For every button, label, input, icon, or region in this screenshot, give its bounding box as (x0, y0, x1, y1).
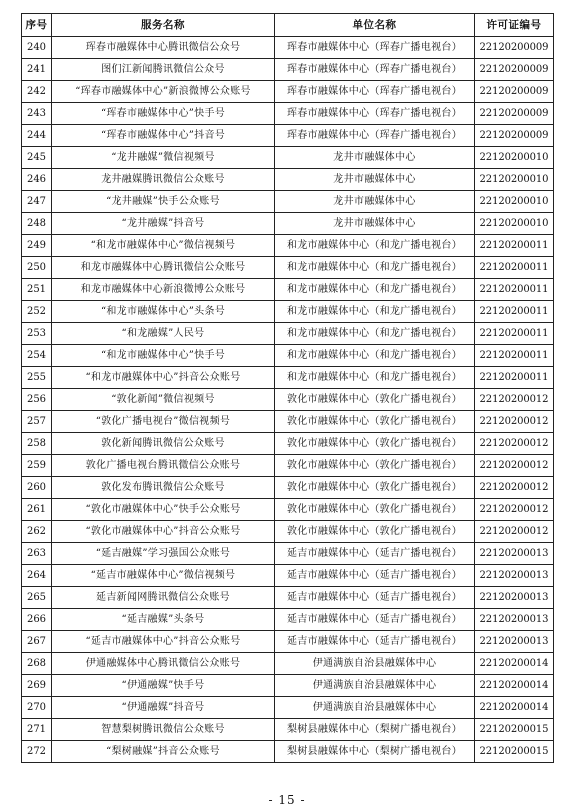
cell-serial-number: 240 (22, 37, 52, 59)
table-row (22, 257, 554, 279)
cell-serial-number: 263 (22, 543, 52, 565)
cell-license-number: 22120200012 (475, 389, 554, 411)
cell-license-number: 22120200014 (475, 697, 554, 719)
cell-serial-number: 246 (22, 169, 52, 191)
cell-serial-number: 254 (22, 345, 52, 367)
cell-organization-name: 和龙市融媒体中心（和龙广播电视台） (275, 235, 475, 257)
cell-organization-name: 和龙市融媒体中心（和龙广播电视台） (275, 279, 475, 301)
table-row (22, 521, 554, 543)
cell-license-number: 22120200009 (475, 103, 554, 125)
cell-service-name: “珲春市融媒体中心”新浪微博公众账号 (52, 81, 275, 103)
table-row (22, 543, 554, 565)
cell-serial-number: 245 (22, 147, 52, 169)
table-row (22, 169, 554, 191)
cell-serial-number: 269 (22, 675, 52, 697)
cell-serial-number: 253 (22, 323, 52, 345)
cell-organization-name: 敦化市融媒体中心（敦化广播电视台） (275, 433, 475, 455)
cell-service-name: “敦化新闻”微信视频号 (52, 389, 275, 411)
cell-organization-name: 敦化市融媒体中心（敦化广播电视台） (275, 411, 475, 433)
cell-service-name: “延吉融媒”头条号 (52, 609, 275, 631)
cell-license-number: 22120200010 (475, 147, 554, 169)
cell-organization-name: 和龙市融媒体中心（和龙广播电视台） (275, 323, 475, 345)
table-row (22, 279, 554, 301)
cell-license-number: 22120200011 (475, 301, 554, 323)
cell-license-number: 22120200015 (475, 719, 554, 741)
table-body (22, 37, 554, 763)
cell-serial-number: 249 (22, 235, 52, 257)
cell-serial-number: 250 (22, 257, 52, 279)
cell-serial-number: 242 (22, 81, 52, 103)
table-row (22, 697, 554, 719)
cell-license-number: 22120200011 (475, 367, 554, 389)
cell-organization-name: 珲春市融媒体中心（珲春广播电视台） (275, 37, 475, 59)
table-row (22, 719, 554, 741)
table-row (22, 477, 554, 499)
cell-organization-name: 伊通满族自治县融媒体中心 (275, 653, 475, 675)
cell-service-name: “敦化市融媒体中心”快手公众账号 (52, 499, 275, 521)
cell-serial-number: 259 (22, 455, 52, 477)
cell-service-name: “和龙市融媒体中心”微信视频号 (52, 235, 275, 257)
table-row (22, 411, 554, 433)
table-row (22, 653, 554, 675)
cell-license-number: 22120200011 (475, 235, 554, 257)
cell-license-number: 22120200009 (475, 59, 554, 81)
table-row (22, 455, 554, 477)
cell-serial-number: 243 (22, 103, 52, 125)
cell-serial-number: 260 (22, 477, 52, 499)
cell-service-name: “和龙融媒”人民号 (52, 323, 275, 345)
cell-organization-name: 龙井市融媒体中心 (275, 169, 475, 191)
cell-license-number: 22120200011 (475, 323, 554, 345)
cell-license-number: 22120200014 (475, 675, 554, 697)
table-header (22, 14, 554, 37)
cell-license-number: 22120200011 (475, 257, 554, 279)
cell-organization-name: 伊通满族自治县融媒体中心 (275, 697, 475, 719)
table-row (22, 235, 554, 257)
cell-license-number: 22120200012 (475, 499, 554, 521)
cell-service-name: “龙井融媒”抖音号 (52, 213, 275, 235)
cell-license-number: 22120200013 (475, 543, 554, 565)
table-row (22, 741, 554, 763)
header-row (22, 14, 554, 37)
cell-service-name: “敦化广播电视台”微信视频号 (52, 411, 275, 433)
cell-serial-number: 262 (22, 521, 52, 543)
table-row (22, 675, 554, 697)
cell-service-name: “龙井融媒”快手公众账号 (52, 191, 275, 213)
cell-service-name: “珲春市融媒体中心”抖音号 (52, 125, 275, 147)
cell-service-name: “龙井融媒”微信视频号 (52, 147, 275, 169)
cell-serial-number: 271 (22, 719, 52, 741)
cell-organization-name: 敦化市融媒体中心（敦化广播电视台） (275, 477, 475, 499)
cell-serial-number: 257 (22, 411, 52, 433)
header-serial-number: 序号 (22, 14, 52, 37)
table-row (22, 499, 554, 521)
cell-serial-number: 252 (22, 301, 52, 323)
cell-organization-name: 珲春市融媒体中心（珲春广播电视台） (275, 103, 475, 125)
cell-license-number: 22120200013 (475, 609, 554, 631)
cell-license-number: 22120200009 (475, 37, 554, 59)
cell-license-number: 22120200012 (475, 521, 554, 543)
cell-organization-name: 珲春市融媒体中心（珲春广播电视台） (275, 59, 475, 81)
cell-license-number: 22120200009 (475, 125, 554, 147)
cell-organization-name: 珲春市融媒体中心（珲春广播电视台） (275, 81, 475, 103)
cell-organization-name: 敦化市融媒体中心（敦化广播电视台） (275, 521, 475, 543)
cell-organization-name: 延吉市融媒体中心（延吉广播电视台） (275, 565, 475, 587)
cell-serial-number: 270 (22, 697, 52, 719)
cell-service-name: “延吉市融媒体中心”抖音公众账号 (52, 631, 275, 653)
cell-license-number: 22120200014 (475, 653, 554, 675)
cell-service-name: “敦化市融媒体中心”抖音公众账号 (52, 521, 275, 543)
cell-service-name: 延吉新闻网腾讯微信公众账号 (52, 587, 275, 609)
table-row (22, 433, 554, 455)
cell-organization-name: 延吉市融媒体中心（延吉广播电视台） (275, 631, 475, 653)
table-row (22, 213, 554, 235)
table-row (22, 37, 554, 59)
cell-organization-name: 梨树县融媒体中心（梨树广播电视台） (275, 719, 475, 741)
cell-license-number: 22120200010 (475, 213, 554, 235)
cell-license-number: 22120200011 (475, 345, 554, 367)
cell-serial-number: 256 (22, 389, 52, 411)
cell-organization-name: 延吉市融媒体中心（延吉广播电视台） (275, 543, 475, 565)
cell-organization-name: 龙井市融媒体中心 (275, 147, 475, 169)
cell-organization-name: 龙井市融媒体中心 (275, 213, 475, 235)
cell-organization-name: 敦化市融媒体中心（敦化广播电视台） (275, 499, 475, 521)
cell-serial-number: 248 (22, 213, 52, 235)
cell-service-name: 和龙市融媒体中心新浪微博公众账号 (52, 279, 275, 301)
cell-service-name: “和龙市融媒体中心”抖音公众账号 (52, 367, 275, 389)
table-row (22, 191, 554, 213)
table-row (22, 587, 554, 609)
cell-serial-number: 265 (22, 587, 52, 609)
cell-organization-name: 延吉市融媒体中心（延吉广播电视台） (275, 609, 475, 631)
cell-service-name: 敦化发布腾讯微信公众账号 (52, 477, 275, 499)
cell-serial-number: 261 (22, 499, 52, 521)
cell-license-number: 22120200013 (475, 631, 554, 653)
cell-serial-number: 244 (22, 125, 52, 147)
cell-service-name: 龙井融媒腾讯微信公众账号 (52, 169, 275, 191)
cell-serial-number: 247 (22, 191, 52, 213)
cell-service-name: 图们江新闻腾讯微信公众号 (52, 59, 275, 81)
license-table (21, 13, 554, 763)
cell-service-name: 和龙市融媒体中心腾讯微信公众账号 (52, 257, 275, 279)
cell-service-name: “延吉融媒”学习强国公众账号 (52, 543, 275, 565)
cell-serial-number: 251 (22, 279, 52, 301)
cell-license-number: 22120200011 (475, 279, 554, 301)
cell-serial-number: 255 (22, 367, 52, 389)
header-service-name: 服务名称 (52, 14, 275, 37)
cell-license-number: 22120200015 (475, 741, 554, 763)
cell-service-name: “珲春市融媒体中心”快手号 (52, 103, 275, 125)
table-row (22, 147, 554, 169)
cell-service-name: 敦化广播电视台腾讯微信公众账号 (52, 455, 275, 477)
cell-organization-name: 伊通满族自治县融媒体中心 (275, 675, 475, 697)
cell-license-number: 22120200010 (475, 169, 554, 191)
cell-service-name: 智慧梨树腾讯微信公众账号 (52, 719, 275, 741)
header-license-number: 许可证编号 (475, 14, 554, 37)
cell-license-number: 22120200010 (475, 191, 554, 213)
table-row (22, 301, 554, 323)
table-row (22, 609, 554, 631)
cell-serial-number: 264 (22, 565, 52, 587)
table-row (22, 323, 554, 345)
cell-serial-number: 241 (22, 59, 52, 81)
cell-serial-number: 268 (22, 653, 52, 675)
table-row (22, 389, 554, 411)
cell-serial-number: 266 (22, 609, 52, 631)
table-row (22, 103, 554, 125)
cell-serial-number: 258 (22, 433, 52, 455)
cell-service-name: 敦化新闻腾讯微信公众账号 (52, 433, 275, 455)
cell-service-name: “伊通融媒”抖音号 (52, 697, 275, 719)
cell-license-number: 22120200012 (475, 455, 554, 477)
table-row (22, 81, 554, 103)
cell-license-number: 22120200012 (475, 433, 554, 455)
table-row (22, 125, 554, 147)
cell-license-number: 22120200013 (475, 565, 554, 587)
page-number: - 15 - (268, 793, 306, 807)
cell-organization-name: 梨树县融媒体中心（梨树广播电视台） (275, 741, 475, 763)
cell-license-number: 22120200013 (475, 587, 554, 609)
cell-organization-name: 和龙市融媒体中心（和龙广播电视台） (275, 301, 475, 323)
cell-organization-name: 和龙市融媒体中心（和龙广播电视台） (275, 345, 475, 367)
cell-organization-name: 和龙市融媒体中心（和龙广播电视台） (275, 367, 475, 389)
table-row (22, 345, 554, 367)
cell-service-name: “伊通融媒”快手号 (52, 675, 275, 697)
table-row (22, 565, 554, 587)
header-organization-name: 单位名称 (275, 14, 475, 37)
table-row (22, 59, 554, 81)
cell-service-name: “梨树融媒”抖音公众账号 (52, 741, 275, 763)
cell-serial-number: 267 (22, 631, 52, 653)
cell-serial-number: 272 (22, 741, 52, 763)
cell-license-number: 22120200012 (475, 477, 554, 499)
cell-organization-name: 敦化市融媒体中心（敦化广播电视台） (275, 389, 475, 411)
cell-license-number: 22120200012 (475, 411, 554, 433)
cell-license-number: 22120200009 (475, 81, 554, 103)
table-row (22, 631, 554, 653)
cell-organization-name: 龙井市融媒体中心 (275, 191, 475, 213)
cell-organization-name: 和龙市融媒体中心（和龙广播电视台） (275, 257, 475, 279)
cell-organization-name: 敦化市融媒体中心（敦化广播电视台） (275, 455, 475, 477)
cell-service-name: “和龙市融媒体中心”快手号 (52, 345, 275, 367)
cell-organization-name: 珲春市融媒体中心（珲春广播电视台） (275, 125, 475, 147)
cell-service-name: 伊通融媒体中心腾讯微信公众账号 (52, 653, 275, 675)
cell-service-name: “延吉市融媒体中心”微信视频号 (52, 565, 275, 587)
cell-service-name: 珲春市融媒体中心腾讯微信公众号 (52, 37, 275, 59)
table-row (22, 367, 554, 389)
cell-organization-name: 延吉市融媒体中心（延吉广播电视台） (275, 587, 475, 609)
cell-service-name: “和龙市融媒体中心”头条号 (52, 301, 275, 323)
